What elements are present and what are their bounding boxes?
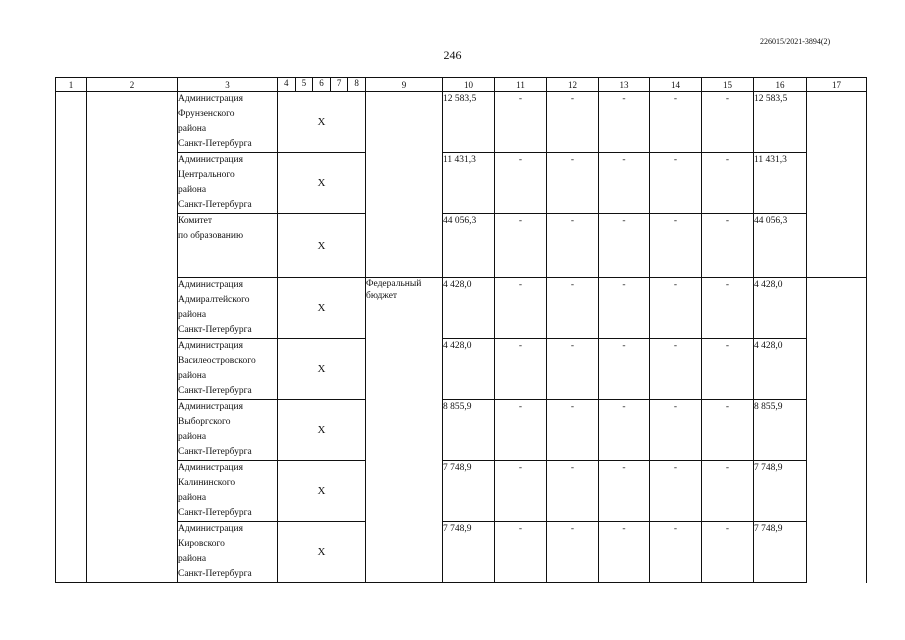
header-cell: 14 xyxy=(650,78,702,92)
dash-cell: - xyxy=(702,400,754,461)
amount-cell: 12 583,5 xyxy=(443,92,495,153)
dash-cell: - xyxy=(650,400,702,461)
dash-cell: - xyxy=(650,214,702,278)
dash-cell: - xyxy=(495,214,547,278)
dash-cell: - xyxy=(702,461,754,522)
organization-name-line: Санкт-Петербурга xyxy=(178,325,252,335)
organization-cell xyxy=(178,400,278,461)
amount-cell: 7 748,9 xyxy=(443,522,495,583)
organization-name-line: Администрация xyxy=(178,463,243,473)
organization-cell xyxy=(178,278,278,339)
x-mark-cell: Х xyxy=(278,92,366,153)
col17-merged-cell xyxy=(807,278,867,583)
table-row xyxy=(56,92,867,153)
dash-cell: - xyxy=(650,461,702,522)
organization-cell xyxy=(178,214,278,278)
dash-cell: - xyxy=(495,400,547,461)
table-row xyxy=(56,153,867,214)
x-mark-cell: Х xyxy=(278,339,366,400)
organization-name-line: района xyxy=(178,432,207,442)
table-row xyxy=(56,400,867,461)
header-cell: 9 xyxy=(366,78,443,92)
organization-name-line: Администрация xyxy=(178,402,243,412)
dash-cell: - xyxy=(547,400,599,461)
dash-cell: - xyxy=(702,214,754,278)
table-row xyxy=(56,278,867,339)
organization-name-line: района xyxy=(178,310,207,320)
organization-name-line: Выборгского xyxy=(178,417,231,427)
organization-name-line: Администрация xyxy=(178,155,243,165)
total-cell: 4 428,0 xyxy=(754,339,807,400)
header-cell: 17 xyxy=(807,78,867,92)
dash-cell: - xyxy=(599,522,650,583)
x-mark-cell: Х xyxy=(278,461,366,522)
dash-cell: - xyxy=(495,153,547,214)
header-cell: 15 xyxy=(702,78,754,92)
amount-cell: 7 748,9 xyxy=(443,461,495,522)
dash-cell: - xyxy=(702,278,754,339)
organization-name-line: района xyxy=(178,493,207,503)
amount-cell: 8 855,9 xyxy=(443,400,495,461)
amount-cell: 4 428,0 xyxy=(443,339,495,400)
organization-name-line: Центрального xyxy=(178,170,235,180)
dash-cell: - xyxy=(650,278,702,339)
header-cell: 16 xyxy=(754,78,807,92)
organization-name-line: Адмиралтейского xyxy=(178,295,250,305)
header-cell: 6 xyxy=(312,78,330,91)
header-cell: 10 xyxy=(443,78,495,92)
organization-cell xyxy=(178,153,278,214)
organization-name-line: Санкт-Петербурга xyxy=(178,508,252,518)
amount-cell: 4 428,0 xyxy=(443,278,495,339)
dash-cell: - xyxy=(650,339,702,400)
dash-cell: - xyxy=(702,92,754,153)
dash-cell: - xyxy=(702,153,754,214)
header-cell-group xyxy=(278,78,366,92)
total-cell: 7 748,9 xyxy=(754,522,807,583)
organization-name-line: Калининского xyxy=(178,478,236,488)
dash-cell: - xyxy=(547,214,599,278)
total-cell: 12 583,5 xyxy=(754,92,807,153)
organization-name-line: района xyxy=(178,185,207,195)
header-cell: 3 xyxy=(178,78,278,92)
dash-cell: - xyxy=(702,339,754,400)
organization-name-line: по образованию xyxy=(178,231,244,241)
dash-cell: - xyxy=(547,92,599,153)
organization-name-line: района xyxy=(178,554,207,564)
header-cell: 12 xyxy=(547,78,599,92)
document-number: 226015/2021-3894(2) xyxy=(760,37,831,46)
x-mark-cell: Х xyxy=(278,153,366,214)
header-cell: 8 xyxy=(347,78,365,91)
organization-name-line: Василеостровского xyxy=(178,356,256,366)
organization-name-line: Комитет xyxy=(178,216,213,226)
table-row xyxy=(56,522,867,583)
dash-cell: - xyxy=(547,522,599,583)
total-cell: 11 431,3 xyxy=(754,153,807,214)
dash-cell: - xyxy=(495,278,547,339)
funding-source-line: Федеральный xyxy=(366,279,422,289)
table-row xyxy=(56,339,867,400)
dash-cell: - xyxy=(495,522,547,583)
funding-source-cell xyxy=(366,278,443,583)
page-number: 246 xyxy=(443,48,462,62)
dash-cell: - xyxy=(650,153,702,214)
organization-cell xyxy=(178,92,278,153)
header-cell: 11 xyxy=(495,78,547,92)
organization-name-line: Администрация xyxy=(178,524,243,534)
amount-cell: 44 056,3 xyxy=(443,214,495,278)
dash-cell: - xyxy=(599,278,650,339)
col17-merged-cell xyxy=(807,92,867,278)
col1-merged-cell xyxy=(56,92,87,583)
header-cell: 4 xyxy=(284,78,289,88)
dash-cell: - xyxy=(702,522,754,583)
header-cell: 1 xyxy=(56,78,87,92)
organization-name-line: Санкт-Петербурга xyxy=(178,200,252,210)
dash-cell: - xyxy=(599,339,650,400)
amount-cell: 11 431,3 xyxy=(443,153,495,214)
table-row xyxy=(56,461,867,522)
table-row xyxy=(56,214,867,278)
dash-cell: - xyxy=(547,461,599,522)
organization-cell xyxy=(178,522,278,583)
dash-cell: - xyxy=(547,278,599,339)
dash-cell: - xyxy=(495,461,547,522)
dash-cell: - xyxy=(495,339,547,400)
dash-cell: - xyxy=(599,92,650,153)
budget-table xyxy=(55,77,867,583)
dash-cell: - xyxy=(650,522,702,583)
dash-cell: - xyxy=(650,92,702,153)
organization-name-line: района xyxy=(178,124,207,134)
header-row xyxy=(56,78,867,92)
dash-cell: - xyxy=(547,153,599,214)
dash-cell: - xyxy=(495,92,547,153)
organization-name-line: Санкт-Петербурга xyxy=(178,139,252,149)
organization-name-line: Санкт-Петербурга xyxy=(178,447,252,457)
dash-cell: - xyxy=(599,461,650,522)
total-cell: 8 855,9 xyxy=(754,400,807,461)
dash-cell: - xyxy=(599,153,650,214)
organization-name-line: Санкт-Петербурга xyxy=(178,569,252,579)
col2-merged-cell xyxy=(87,92,178,583)
total-cell: 4 428,0 xyxy=(754,278,807,339)
total-cell: 44 056,3 xyxy=(754,214,807,278)
dash-cell: - xyxy=(599,214,650,278)
organization-name-line: Администрация xyxy=(178,341,243,351)
header-cell: 13 xyxy=(599,78,650,92)
dash-cell: - xyxy=(547,339,599,400)
header-cell: 2 xyxy=(87,78,178,92)
x-mark-cell: Х xyxy=(278,278,366,339)
x-mark-cell: Х xyxy=(278,214,366,278)
x-mark-cell: Х xyxy=(278,400,366,461)
funding-source-line: бюджет xyxy=(366,291,398,301)
organization-name-line: района xyxy=(178,371,207,381)
total-cell: 7 748,9 xyxy=(754,461,807,522)
dash-cell: - xyxy=(599,400,650,461)
organization-name-line: Администрация xyxy=(178,280,243,290)
header-cell: 5 xyxy=(295,78,313,91)
x-mark-cell: Х xyxy=(278,522,366,583)
organization-name-line: Санкт-Петербурга xyxy=(178,386,252,396)
organization-cell xyxy=(178,461,278,522)
header-cell: 7 xyxy=(330,78,348,91)
col9-merged-cell xyxy=(366,92,443,278)
organization-name-line: Фрунзенского xyxy=(178,109,235,119)
organization-cell xyxy=(178,339,278,400)
organization-name-line: Администрация xyxy=(178,94,243,104)
organization-name-line: Кировского xyxy=(178,539,225,549)
